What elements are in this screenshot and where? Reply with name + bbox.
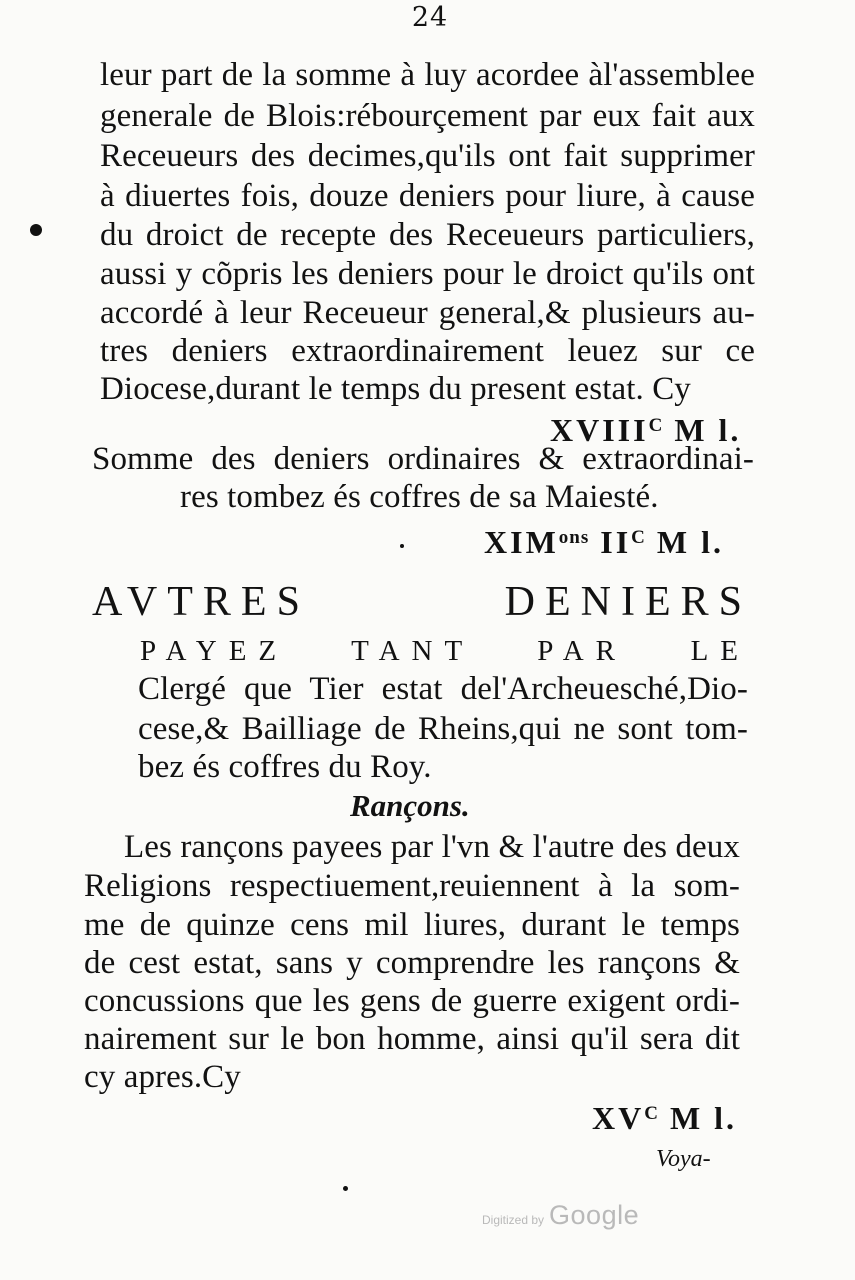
text-line: de cest estat, sans y comprendre les rançons & <box>84 945 740 981</box>
text-line: Les rançons payees par l'vn & l'autre des deux <box>124 829 740 865</box>
text-line: Somme des deniers ordinaires & extraordinai- <box>92 441 754 477</box>
text-line: Religions respectiuement,reuiennent à la som- <box>84 868 740 904</box>
text-line: accordé à leur Receueur general,& plusieurs au- <box>100 295 755 331</box>
text-line: nairement sur le bon homme, ainsi qu'il sera dit <box>84 1021 740 1057</box>
sum-total-1: $XVIII^C$ M l. <box>550 412 742 448</box>
text-line: generale de Blois:rébourçement par eux fait aux <box>100 98 755 134</box>
text-line: Clergé que Tier estat del'Archeuesché,Dio- <box>138 671 748 707</box>
catchword: Voya- <box>656 1146 711 1172</box>
watermark-brand: Google <box>549 1200 640 1230</box>
text-line: res tombez és coffres de sa Maiesté. <box>180 479 659 515</box>
text-line: à diuertes fois, douze deniers pour liure, à cause <box>100 178 755 214</box>
text-line: leur part de la somme à luy acordee àl'assemblee <box>100 57 755 93</box>
sum-total-2: $XIM^{ons}$ $II^C$ M l. <box>484 524 724 560</box>
margin-ink-speck <box>343 1186 348 1191</box>
text-line: Receueurs des decimes,qu'ils ont fait supprimer <box>100 138 755 174</box>
text-line: cese,& Bailliage de Rheins,qui ne sont tom- <box>138 711 748 747</box>
text-line: du droict de recepte des Receueurs particuliers, <box>100 217 755 253</box>
watermark-prefix: Digitized by <box>482 1213 545 1227</box>
sum-total-3: $XV^C$ M l. <box>592 1100 738 1136</box>
text-line: me de quinze cens mil liures, durant le temps <box>84 907 740 943</box>
margin-ink-blot <box>30 224 42 236</box>
text-line: bez és coffres du Roy. <box>138 749 432 785</box>
text-line: tres deniers extraordinairement leuez sur ce <box>100 333 755 369</box>
section-title-small: PAYEZ TANT PAR LE <box>140 635 750 667</box>
text-line: aussi y cõpris les deniers pour le droict qu'ils ont <box>100 256 755 292</box>
section-heading-rancons: Rançons. <box>350 788 470 823</box>
text-line: concussions que les gens de guerre exigent ordi- <box>84 983 740 1019</box>
margin-ink-speck <box>400 544 404 548</box>
digitized-watermark <box>482 1200 662 1231</box>
text-line: Diocese,durant le temps du present estat. Cy <box>100 371 691 407</box>
page-number: 24 <box>411 2 449 33</box>
text-line: cy apres.Cy <box>84 1059 241 1095</box>
section-title-large: AVTRES DENIERS <box>92 579 752 625</box>
